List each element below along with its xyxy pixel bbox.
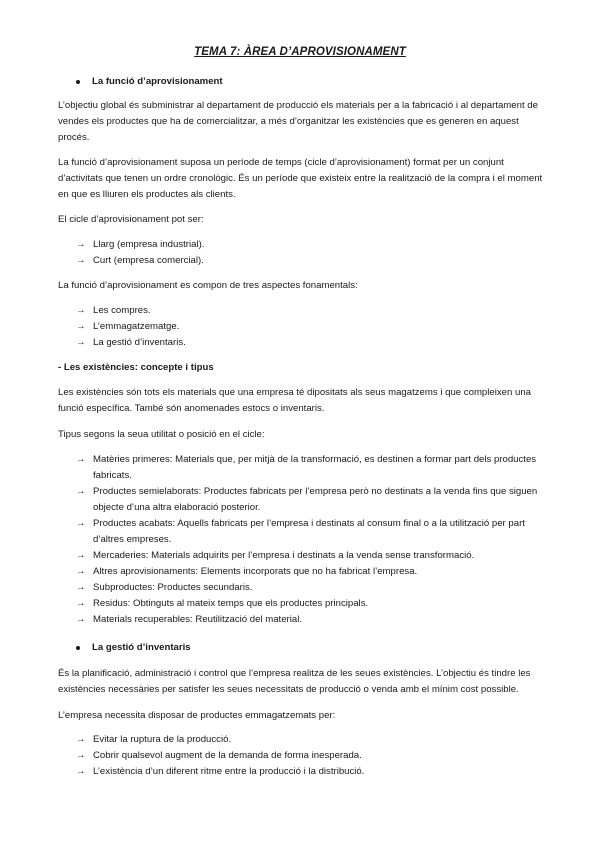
arrow-right-icon: →	[76, 766, 86, 777]
bullet-icon	[76, 80, 80, 84]
arrow-right-icon: →	[76, 582, 86, 593]
paragraph: Les existències són tots els materials que una empresa té dipositats als seus magatzems i que compleixen una funció específica. També són anomenades estocs o inventaris.	[58, 387, 532, 414]
paragraph: Tipus segons la seua utilitat o posició en el cicle:	[58, 429, 265, 440]
arrow-right-icon: →	[76, 337, 86, 348]
list-item-text: Matèries primeres: Materials que, per mitjà de la transformació, es destinen a formar part dels productes fabricats.	[93, 454, 537, 481]
list-item-text: Altres aprovisionaments: Elements incorporats que no ha fabricat l’empresa.	[93, 566, 418, 577]
list-item	[76, 596, 546, 612]
paragraph: El cicle d’aprovisionament pot ser:	[58, 214, 204, 225]
document-page: TEMA 7: ÀREA D’APROVISIONAMENT La funció d’aprovisionament L’objectiu global és subministrar al departament de producció els materials per a la fabricació i al departament de vendes els productes que ha de comercialitzar, a més d’organitzar les existències que es generen en aquest procés. La funció d’aprovisionament suposa un període de temps (cicle d’aprovisionament) format per un conjunt d’activitats que tenen un ordre cronològic. És un període que existeix entre la realització de la compra i el moment en que es lliuren els productes als clients. El cicle d’aprovisionament pot ser: → Llarg (empresa industrial). → Curt (empresa comercial). La funció d’aprovisionament es compon de tres aspectes fonamentals: → Les compres. → L’emmagatzematge. → La gestió d’inventaris. - Les existències: concepte i tipus Les existències són tots els materials que una empresa té dipositats als seus magatzems i que compleixen una funció específica. També són anomenades estocs o inventaris. Tipus segons la seua utilitat o posició en el cicle: → Matèries primeres: Materials que, per mitjà de la transformació, es destinen a formar part dels productes fabricats. → Productes semielaborats: Productes fabricats per l’empresa però no destinats a la venda fins que siguen objecte d’una altra elaboració posterior. → Productes acabats: Aquells fabricats per l’empresa i destinats al consum final o a la utilització per part d’altres empreses. → Mercaderies: Materials adquirits per l’empresa i destinats a la venda sense transformació. → Altres aprovisionaments: Elements incorporats que no ha fabricat l’empresa. → Subproductes: Productes secundaris. → Residus: Obtinguts al mateix temps que els productes principals. → Materials recuperables: Reutilització del material. La gestió d’inventaris És la planificació, administració i control que l’empresa realitza de les seues existències. L’objectiu és tindre les existències necessàries per satisfer les seues necessitats de producció o venda amb el mínim cost possible. L’empresa necessita disposar de productes emmagatzemats per: → Evitar la ruptura de la producció. → Cobrir qualsevol augment de la demanda de forma inesperada. → L’existència d’un diferent ritme entre la producció i la distribució.	[0, 0, 600, 848]
list-item-text: Llarg (empresa industrial).	[93, 239, 205, 250]
arrow-right-icon: →	[76, 255, 86, 266]
list-item-text: Mercaderies: Materials adquirits per l’empresa i destinats a la venda sense transformació.	[93, 550, 475, 561]
list-item-text: Subproductes: Productes secundaris.	[93, 582, 253, 593]
cycle-list	[76, 237, 546, 269]
list-item-text: L’existència d’un diferent ritme entre la producció i la distribució.	[93, 766, 365, 777]
arrow-right-icon: →	[76, 598, 86, 609]
list-item	[76, 319, 546, 335]
paragraph: L’objectiu global és subministrar al departament de producció els materials per a la fabricació i al departament de vendes els productes que ha de comercialitzar, a més d’organitzar les existències que es generen en aquest procés.	[58, 100, 538, 143]
list-item	[76, 564, 546, 580]
list-item	[76, 612, 546, 628]
list-item	[76, 732, 546, 748]
paragraph: L’empresa necessita disposar de productes emmagatzemats per:	[58, 710, 336, 721]
bullet-icon	[76, 646, 80, 650]
arrow-right-icon: →	[76, 239, 86, 250]
arrow-right-icon: →	[76, 550, 86, 561]
paragraph: És la planificació, administració i control que l’empresa realitza de les seues existències. L’objectiu és tindre les existències necessàries per satisfer les seues necessitats de producció o venda amb el mínim cost possible.	[58, 668, 531, 695]
list-item	[76, 748, 546, 764]
section-heading-existencies: - Les existències: concepte i tipus	[58, 362, 214, 373]
arrow-right-icon: →	[76, 734, 86, 745]
list-item	[76, 452, 546, 484]
list-item	[76, 516, 546, 548]
list-item-text: La gestió d’inventaris.	[93, 337, 186, 348]
list-item-text: Cobrir qualsevol augment de la demanda de forma inesperada.	[93, 750, 362, 761]
arrow-right-icon: →	[76, 518, 86, 529]
arrow-right-icon: →	[76, 305, 86, 316]
paragraph: La funció d’aprovisionament es compon de tres aspectes fonamentals:	[58, 280, 358, 291]
arrow-right-icon: →	[76, 566, 86, 577]
list-item	[76, 303, 546, 319]
list-item-text: Materials recuperables: Reutilització del material.	[93, 614, 303, 625]
list-item	[76, 237, 546, 253]
list-item-text: Productes semielaborats: Productes fabricats per l’empresa però no destinats a la venda fins que siguen objecte d’una altra elaboració posterior.	[93, 486, 538, 513]
arrow-right-icon: →	[76, 321, 86, 332]
list-item-text: L’emmagatzematge.	[93, 321, 180, 332]
arrow-right-icon: →	[76, 486, 86, 497]
list-item	[76, 484, 546, 516]
arrow-right-icon: →	[76, 614, 86, 625]
aspects-list	[76, 303, 546, 351]
list-item	[76, 548, 546, 564]
page-title: TEMA 7: ÀREA D’APROVISIONAMENT	[194, 46, 406, 58]
list-item-text: Les compres.	[93, 305, 151, 316]
list-item	[76, 253, 546, 269]
list-item-text: Residus: Obtinguts al mateix temps que els productes principals.	[93, 598, 369, 609]
list-item-text: Curt (empresa comercial).	[93, 255, 204, 266]
arrow-right-icon: →	[76, 454, 86, 465]
list-item	[76, 580, 546, 596]
list-item-text: Evitar la ruptura de la producció.	[93, 734, 232, 745]
types-list	[76, 452, 546, 628]
paragraph: La funció d’aprovisionament suposa un període de temps (cicle d’aprovisionament) format per un conjunt d’activitats que tenen un ordre cronològic. És un període que existeix entre la realització de la compra i el moment en que es lliuren els productes als clients.	[58, 157, 543, 200]
list-item	[76, 335, 546, 351]
list-item-text: Productes acabats: Aquells fabricats per l’empresa i destinats al consum final o a la utilització per part d’altres empreses.	[93, 518, 525, 545]
reasons-list	[76, 732, 546, 780]
arrow-right-icon: →	[76, 750, 86, 761]
list-item	[76, 764, 546, 780]
